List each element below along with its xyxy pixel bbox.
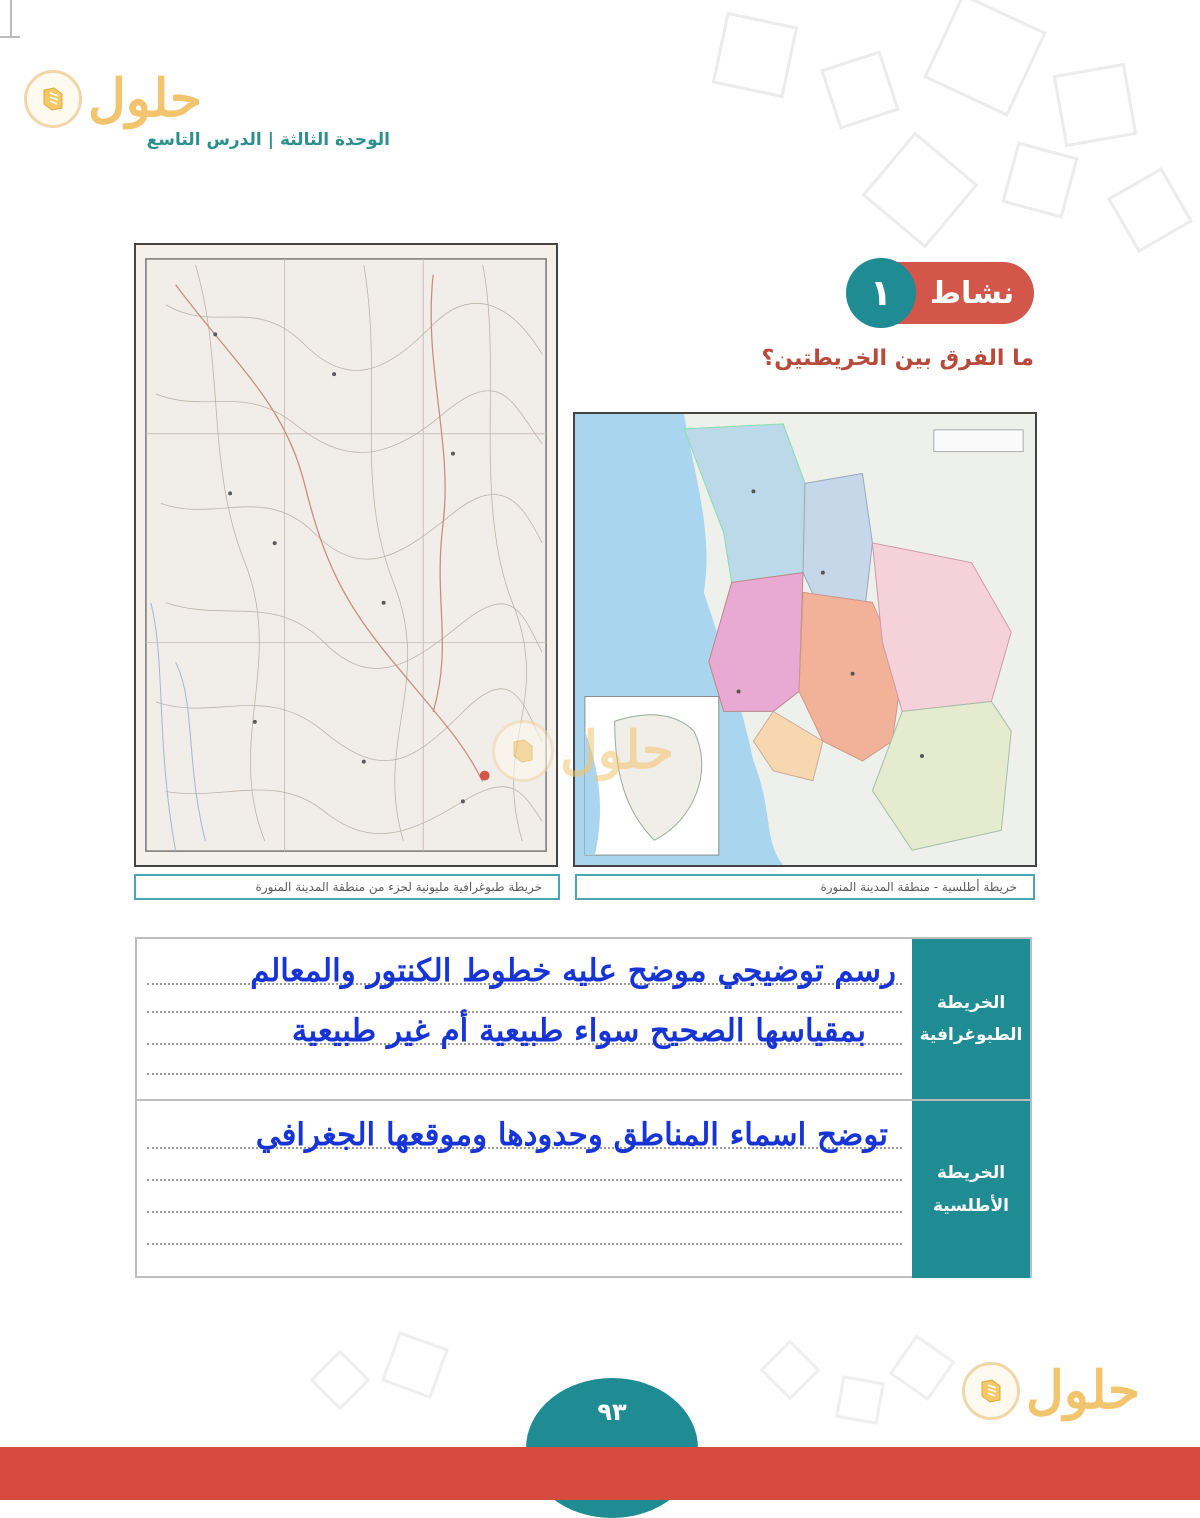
- hulul-logo: [962, 1362, 1140, 1420]
- handwritten-answer: بمقياسها الصحيح سواء طبيعية أم غير طبيعية: [291, 1013, 866, 1049]
- writing-line: [147, 1073, 902, 1075]
- handwritten-answer: رسم توضيجي موضح عليه خطوط الكنتور والمعالم: [250, 953, 896, 989]
- activity-label: نشاط: [884, 262, 1034, 324]
- book-icon: [492, 720, 554, 782]
- activity-question: ما الفرق بين الخريطتين؟: [761, 346, 1034, 371]
- writing-line: [147, 1211, 902, 1213]
- writing-line: [147, 1179, 902, 1181]
- logo-word: حلول: [1026, 1360, 1141, 1421]
- crop-mark: [10, 0, 12, 36]
- hulul-logo: [24, 70, 202, 128]
- header-separator: |: [267, 130, 274, 150]
- activity-number: ١: [846, 258, 916, 328]
- background-pattern: [680, 0, 1200, 260]
- logo-word: حلول: [560, 720, 675, 781]
- writing-line: [147, 1243, 902, 1245]
- footer-bar: [0, 1447, 1200, 1500]
- lesson-title: الدرس التاسع: [146, 130, 262, 150]
- label-line: الخريطة: [936, 1163, 1006, 1184]
- atlas-map: [573, 412, 1037, 867]
- book-icon: [962, 1362, 1020, 1420]
- label-line: الأطلسية: [933, 1195, 1009, 1216]
- atlas-map-caption: خريطة أطلسية - منطقة المدينة المنورة: [575, 874, 1035, 900]
- activity-badge: [846, 258, 1034, 328]
- unit-lesson-header: [130, 130, 390, 150]
- row-label-atlas: [912, 1101, 1030, 1278]
- answer-lines[interactable]: [147, 939, 902, 1099]
- handwritten-answer: توضح اسماء المناطق وحدودها وموقعها الجغرافي: [255, 1117, 888, 1153]
- label-line: الخريطة: [936, 992, 1006, 1013]
- row-label-topographic: [912, 939, 1030, 1099]
- crop-mark: [0, 36, 20, 38]
- answer-table: [135, 937, 1032, 1278]
- book-icon: [24, 70, 82, 128]
- label-line: الطبوغرافية: [919, 1025, 1023, 1045]
- table-row: [137, 939, 1030, 1101]
- unit-title: الوحدة الثالثة: [279, 130, 390, 150]
- table-row: [137, 1101, 1030, 1278]
- page-number: ٩٣: [597, 1398, 627, 1426]
- answer-lines[interactable]: [147, 1101, 902, 1278]
- topographic-map-caption: خريطة طبوغرافية مليونية لجزء من منطقة المدينة المنورة: [134, 874, 560, 900]
- logo-word: حلول: [88, 68, 203, 129]
- hulul-watermark: [492, 720, 674, 782]
